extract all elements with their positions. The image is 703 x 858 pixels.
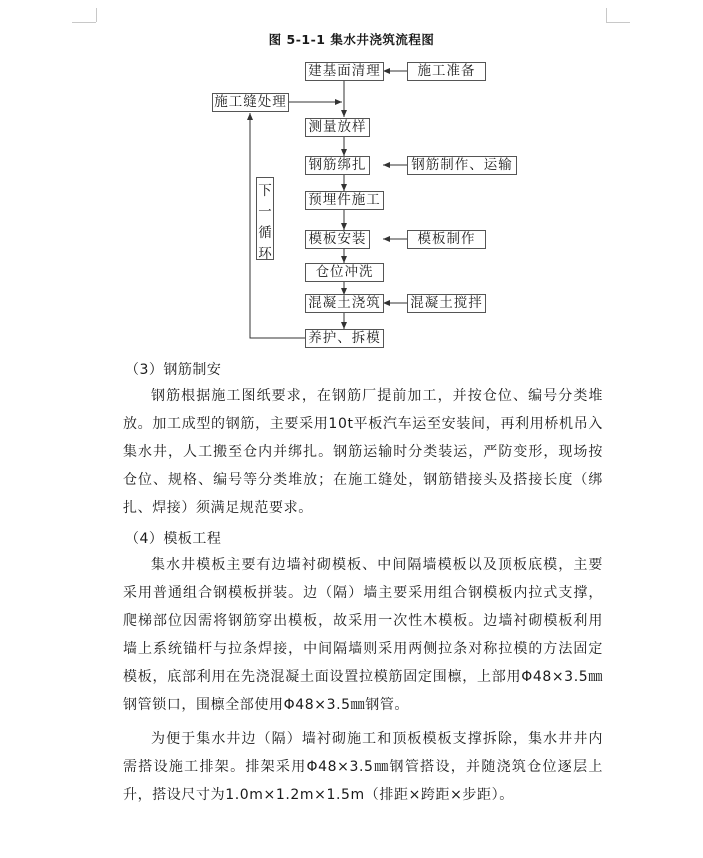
flow-input-concrete-mixing: 混凝土搅拌	[407, 294, 486, 313]
flow-input-formwork-making: 模板制作	[407, 230, 486, 249]
section4-paragraph-1: 集水井模板主要有边墙衬砌模板、中间隔墙模板以及顶板底模，主要采用普通组合钢模板拼装。边（隔）墙主要采用组合钢模板内拉式支撑，爬梯部位因需将钢筋穿出模板，故采用一次性木模板。边墙衬砌模板利用墙上系统锚杆与拉条焊接，中间隔墙则采用两侧拉条对称拉模的方法固定模板，底部利用在先浇混凝土面设置拉模筋固定围檩，上部用Φ48×3.5㎜钢管锁口，围檩全部使用Φ48×3.5㎜钢管。	[123, 557, 603, 713]
flow-step-curing-stripping: 养护、拆模	[305, 329, 384, 348]
flow-step-embedded-parts: 预埋件施工	[305, 191, 384, 210]
flow-step-concrete-pouring: 混凝土浇筑	[305, 294, 384, 313]
section4-heading: （4）模板工程	[125, 531, 222, 547]
figure-title: 图 5-1-1 集水井浇筑流程图	[268, 32, 435, 47]
flow-step-formwork-install: 模板安装	[305, 230, 370, 249]
flow-input-rebar-fabrication: 钢筋制作、运输	[407, 156, 517, 175]
section3-body	[123, 382, 603, 522]
flow-step-foundation-cleanup: 建基面清理	[305, 62, 384, 81]
section3-paragraph: 钢筋根据施工图纸要求，在钢筋厂提前加工，并按仓位、编号分类堆放。加工成型的钢筋，主要采用10t平板汽车运至安装间，再利用桥机吊入集水井，人工搬至仓内并绑扎。钢筋运输时分类装运，严防变形，现场按仓位、规格、编号等分类堆放；在施工缝处，钢筋错接头及搭接长度（绑扎、焊接）须满足规范要求。	[123, 388, 603, 516]
section4-paragraph-2: 为便于集水井边（隔）墙衬砌施工和顶板模板支撑拆除，集水井井内需搭设施工排架。排架采用Φ48×3.5㎜钢管搭设，并随浇筑仓位逐层上升，搭设尺寸为1.0m×1.2m×1.5m（排距×跨距×步距）。	[123, 731, 603, 803]
section4-body	[123, 551, 603, 809]
flow-step-rebar-tying: 钢筋绑扎	[305, 156, 370, 175]
flow-step-survey-layout: 测量放样	[305, 118, 370, 137]
flow-step-joint-treatment: 施工缝处理	[212, 93, 289, 112]
flow-next-cycle-label: 下 一 循 环	[256, 177, 274, 260]
flow-step-pour-area-flush: 仓位冲洗	[305, 263, 384, 282]
section3-heading: （3）钢筋制安	[125, 362, 222, 378]
flow-input-construction-prep: 施工准备	[407, 62, 486, 81]
